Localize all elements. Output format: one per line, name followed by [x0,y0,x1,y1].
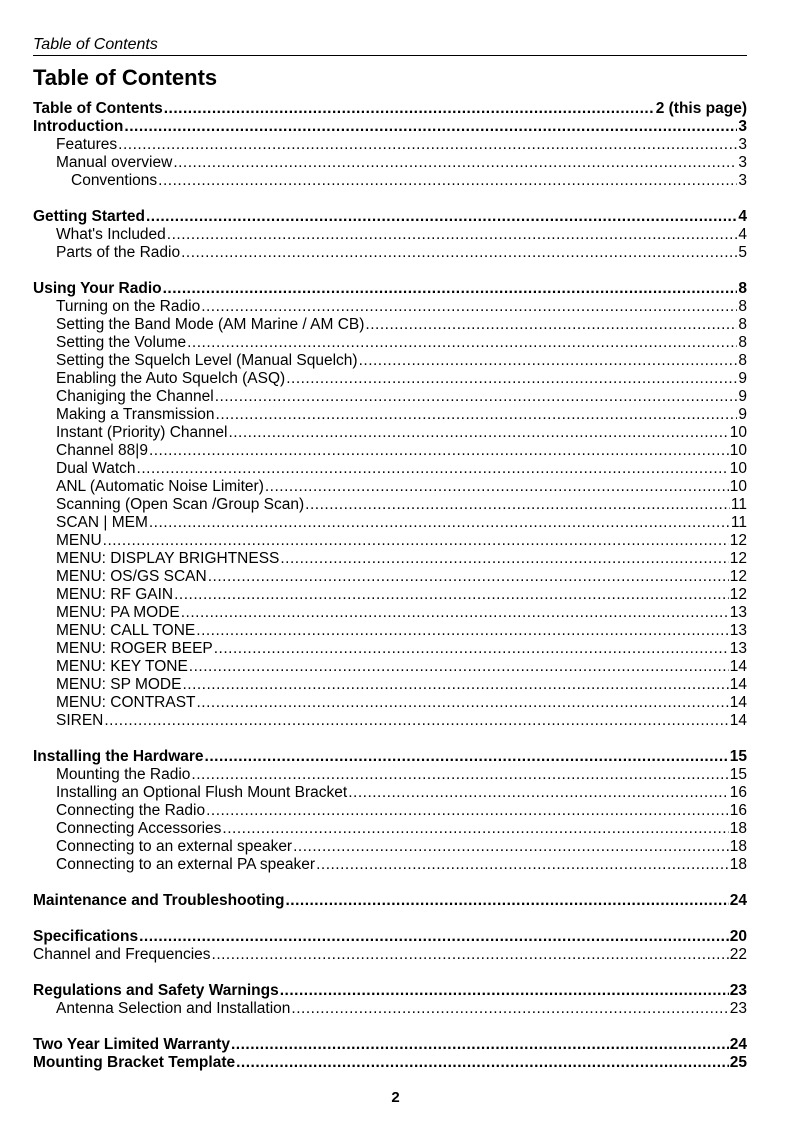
toc-entry-page: 16 [729,784,747,801]
dot-leader [149,442,729,460]
dot-leader [316,856,729,874]
toc-entry[interactable] [33,712,747,730]
toc-entry[interactable] [33,118,747,136]
dot-leader [285,892,728,910]
toc-entry-page: 11 [730,496,747,513]
toc-entry[interactable] [33,334,747,352]
toc-entry[interactable] [33,766,747,784]
toc-entry-label: Installing the Hardware [33,748,204,765]
toc-entry-label: Dual Watch [56,460,136,477]
toc-entry-label: MENU: ROGER BEEP [56,640,213,657]
toc-entry-label: What's Included [56,226,166,243]
toc-entry-page: 14 [729,658,747,675]
toc-entry[interactable] [33,586,747,604]
toc-entry-label: MENU: CALL TONE [56,622,196,639]
dot-leader [149,514,730,532]
toc-entry-page: 4 [738,226,747,243]
toc-entry-page: 8 [738,316,747,333]
toc-entry[interactable] [33,100,747,118]
toc-entry-page: 15 [729,748,747,765]
toc-entry[interactable] [33,784,747,802]
toc-entry-page: 23 [729,1000,747,1017]
dot-leader [265,478,729,496]
dot-leader [214,640,729,658]
toc-entry[interactable] [33,154,747,172]
toc-entry-label: SIREN [56,712,104,729]
toc-entry-label: Parts of the Radio [56,244,181,261]
dot-leader [181,604,729,622]
toc-entry-label: Chaniging the Channel [56,388,214,405]
toc-entry-page: 9 [738,388,747,405]
page-number: 2 [391,1089,400,1106]
toc-entry-page: 22 [729,946,747,963]
toc-entry-label: Mounting the Radio [56,766,191,783]
dot-leader [118,136,737,154]
toc-entry-label: Channel and Frequencies [33,946,211,963]
dot-leader [291,1000,728,1018]
toc-entry-page: 4 [738,208,747,225]
toc-entry-page: 18 [729,820,747,837]
dot-leader [236,1054,729,1072]
toc-entry-page: 12 [729,568,747,585]
toc-entry-page: 11 [730,514,747,531]
toc-entry-page: 10 [729,478,747,495]
toc-entry[interactable] [33,748,747,766]
toc-entry-label: Connecting the Radio [56,802,206,819]
toc-entry-page: 5 [738,244,747,261]
toc-entry-label: MENU [56,532,102,549]
toc-entry[interactable] [33,208,747,226]
toc-entry-page: 20 [729,928,747,945]
toc-entry[interactable] [33,280,747,298]
toc-entry[interactable] [33,514,747,532]
dot-leader [164,100,655,118]
toc-entry-label: ANL (Automatic Noise Limiter) [56,478,264,495]
toc-entry[interactable] [33,478,747,496]
toc-entry-label: MENU: DISPLAY BRIGHTNESS [56,550,280,567]
dot-leader [196,622,728,640]
dot-leader [305,496,730,514]
toc-entry[interactable] [33,388,747,406]
toc-entry-page: 8 [738,334,747,351]
toc-entry[interactable] [33,658,747,676]
dot-leader [174,586,729,604]
toc-entry-label: Setting the Volume [56,334,187,351]
toc-entry-page: 14 [729,694,747,711]
section-spacer [33,262,747,280]
toc-entry[interactable] [33,1036,747,1054]
toc-entry-label: Introduction [33,118,124,135]
toc-entry[interactable] [33,316,747,334]
toc-entry[interactable] [33,370,747,388]
dot-leader [222,820,728,838]
toc-entry-label: Features [56,136,118,153]
toc-entry-page: 3 [738,136,747,153]
toc-entry-label: MENU: SP MODE [56,676,182,693]
toc-entry-label: Table of Contents [33,100,163,117]
dot-leader [137,460,729,478]
toc-entry-label: MENU: KEY TONE [56,658,188,675]
dot-leader [206,802,729,820]
toc-entry-page: 12 [729,550,747,567]
dot-leader [124,118,737,136]
dot-leader [228,424,728,442]
toc-entry-label: MENU: PA MODE [56,604,180,621]
dot-leader [163,280,738,298]
toc-entry-label: MENU: RF GAIN [56,586,174,603]
toc-entry[interactable] [33,532,747,550]
toc-entry[interactable] [33,496,747,514]
dot-leader [103,532,729,550]
toc-entry[interactable] [33,694,747,712]
toc-entry-page: 8 [738,280,747,297]
section-spacer [33,910,747,928]
toc-entry[interactable] [33,856,747,874]
toc-entry-page: 24 [729,1036,747,1053]
toc-entry-page: 18 [729,856,747,873]
toc-entry-page: 8 [738,298,747,315]
toc-entry-label: Connecting to an external PA speaker [56,856,316,873]
toc-entry[interactable] [33,406,747,424]
toc-entry-page: 3 [738,154,747,171]
section-spacer [33,964,747,982]
toc-entry-page: 23 [729,982,747,999]
toc-entry[interactable] [33,226,747,244]
toc-entry[interactable] [33,838,747,856]
dot-leader [167,226,738,244]
toc-entry-page: 25 [729,1054,747,1071]
dot-leader [191,766,728,784]
toc-entry-label: Antenna Selection and Installation [56,1000,291,1017]
toc-entry[interactable] [33,136,747,154]
toc-entry-page: 10 [729,442,747,459]
dot-leader [286,370,737,388]
toc-entry[interactable] [33,460,747,478]
toc-entry-page: 12 [729,586,747,603]
running-title: Table of Contents [33,36,158,53]
toc-entry-page: 10 [729,460,747,477]
toc-entry[interactable] [33,604,747,622]
toc-entry[interactable] [33,298,747,316]
table-of-contents [33,100,747,1072]
dot-leader [158,172,737,190]
toc-entry-label: Installing an Optional Flush Mount Bracket [56,784,348,801]
toc-entry[interactable] [33,640,747,658]
toc-entry-page: 14 [729,676,747,693]
toc-entry-page: 2 (this page) [655,100,747,117]
dot-leader [280,982,729,1000]
toc-entry[interactable] [33,172,747,190]
toc-entry[interactable] [33,424,747,442]
dot-leader [212,946,729,964]
toc-entry[interactable] [33,982,747,1000]
toc-entry-page: 18 [729,838,747,855]
dot-leader [359,352,738,370]
toc-entry[interactable] [33,1000,747,1018]
toc-entry[interactable] [33,568,747,586]
page-header [33,36,747,56]
dot-leader [189,658,729,676]
dot-leader [280,550,728,568]
dot-leader [365,316,737,334]
dot-leader [208,568,729,586]
toc-entry[interactable] [33,802,747,820]
toc-entry-page: 24 [729,892,747,909]
toc-entry-label: MENU: OS/GS SCAN [56,568,207,585]
dot-leader [201,298,737,316]
toc-entry-page: 13 [729,640,747,657]
toc-entry-label: Instant (Priority) Channel [56,424,228,441]
toc-entry-page: 3 [738,172,747,189]
dot-leader [293,838,729,856]
toc-entry-label: Channel 88|9 [56,442,148,459]
toc-entry-page: 13 [729,622,747,639]
toc-entry-page: 16 [729,802,747,819]
toc-entry[interactable] [33,946,747,964]
dot-leader [215,388,738,406]
dot-leader [173,154,737,172]
toc-entry-label: Conventions [71,172,158,189]
toc-entry[interactable] [33,352,747,370]
toc-entry-label: Connecting Accessories [56,820,222,837]
toc-entry[interactable] [33,550,747,568]
toc-entry[interactable] [33,676,747,694]
toc-entry-page: 3 [738,118,747,135]
dot-leader [182,676,728,694]
toc-entry-page: 12 [729,532,747,549]
toc-entry-page: 10 [729,424,747,441]
toc-entry-page: 15 [729,766,747,783]
section-spacer [33,190,747,208]
toc-entry-label: MENU: CONTRAST [56,694,196,711]
toc-entry-label: Mounting Bracket Template [33,1054,236,1071]
dot-leader [104,712,728,730]
toc-entry-label: Getting Started [33,208,145,225]
dot-leader [197,694,729,712]
page-title: Table of Contents [33,65,218,90]
section-spacer [33,730,747,748]
dot-leader [348,784,729,802]
toc-entry-label: SCAN | MEM [56,514,148,531]
toc-entry[interactable] [33,1054,747,1072]
dot-leader [231,1036,729,1054]
dot-leader [187,334,737,352]
toc-entry-label: Setting the Band Mode (AM Marine / AM CB) [56,316,365,333]
dot-leader [216,406,738,424]
toc-entry-page: 9 [738,406,747,423]
toc-entry-label: Making a Transmission [56,406,215,423]
section-spacer [33,1018,747,1036]
toc-entry-label: Setting the Squelch Level (Manual Squelch) [56,352,358,369]
dot-leader [205,748,729,766]
toc-entry-label: Manual overview [56,154,173,171]
toc-entry[interactable] [33,244,747,262]
toc-entry-label: Using Your Radio [33,280,162,297]
section-spacer [33,874,747,892]
toc-entry[interactable] [33,928,747,946]
toc-entry-label: Turning on the Radio [56,298,201,315]
toc-entry-label: Regulations and Safety Warnings [33,982,279,999]
toc-entry-label: Specifications [33,928,139,945]
toc-entry-label: Maintenance and Troubleshooting [33,892,285,909]
toc-entry[interactable] [33,442,747,460]
dot-leader [181,244,737,262]
toc-entry[interactable] [33,820,747,838]
toc-entry-page: 9 [738,370,747,387]
toc-entry-label: Two Year Limited Warranty [33,1036,230,1053]
toc-entry-page: 13 [729,604,747,621]
dot-leader [146,208,737,226]
toc-entry-page: 14 [729,712,747,729]
toc-entry[interactable] [33,892,747,910]
toc-entry[interactable] [33,622,747,640]
toc-entry-label: Connecting to an external speaker [56,838,293,855]
dot-leader [139,928,729,946]
toc-entry-label: Enabling the Auto Squelch (ASQ) [56,370,286,387]
toc-entry-label: Scanning (Open Scan /Group Scan) [56,496,305,513]
toc-entry-page: 8 [738,352,747,369]
